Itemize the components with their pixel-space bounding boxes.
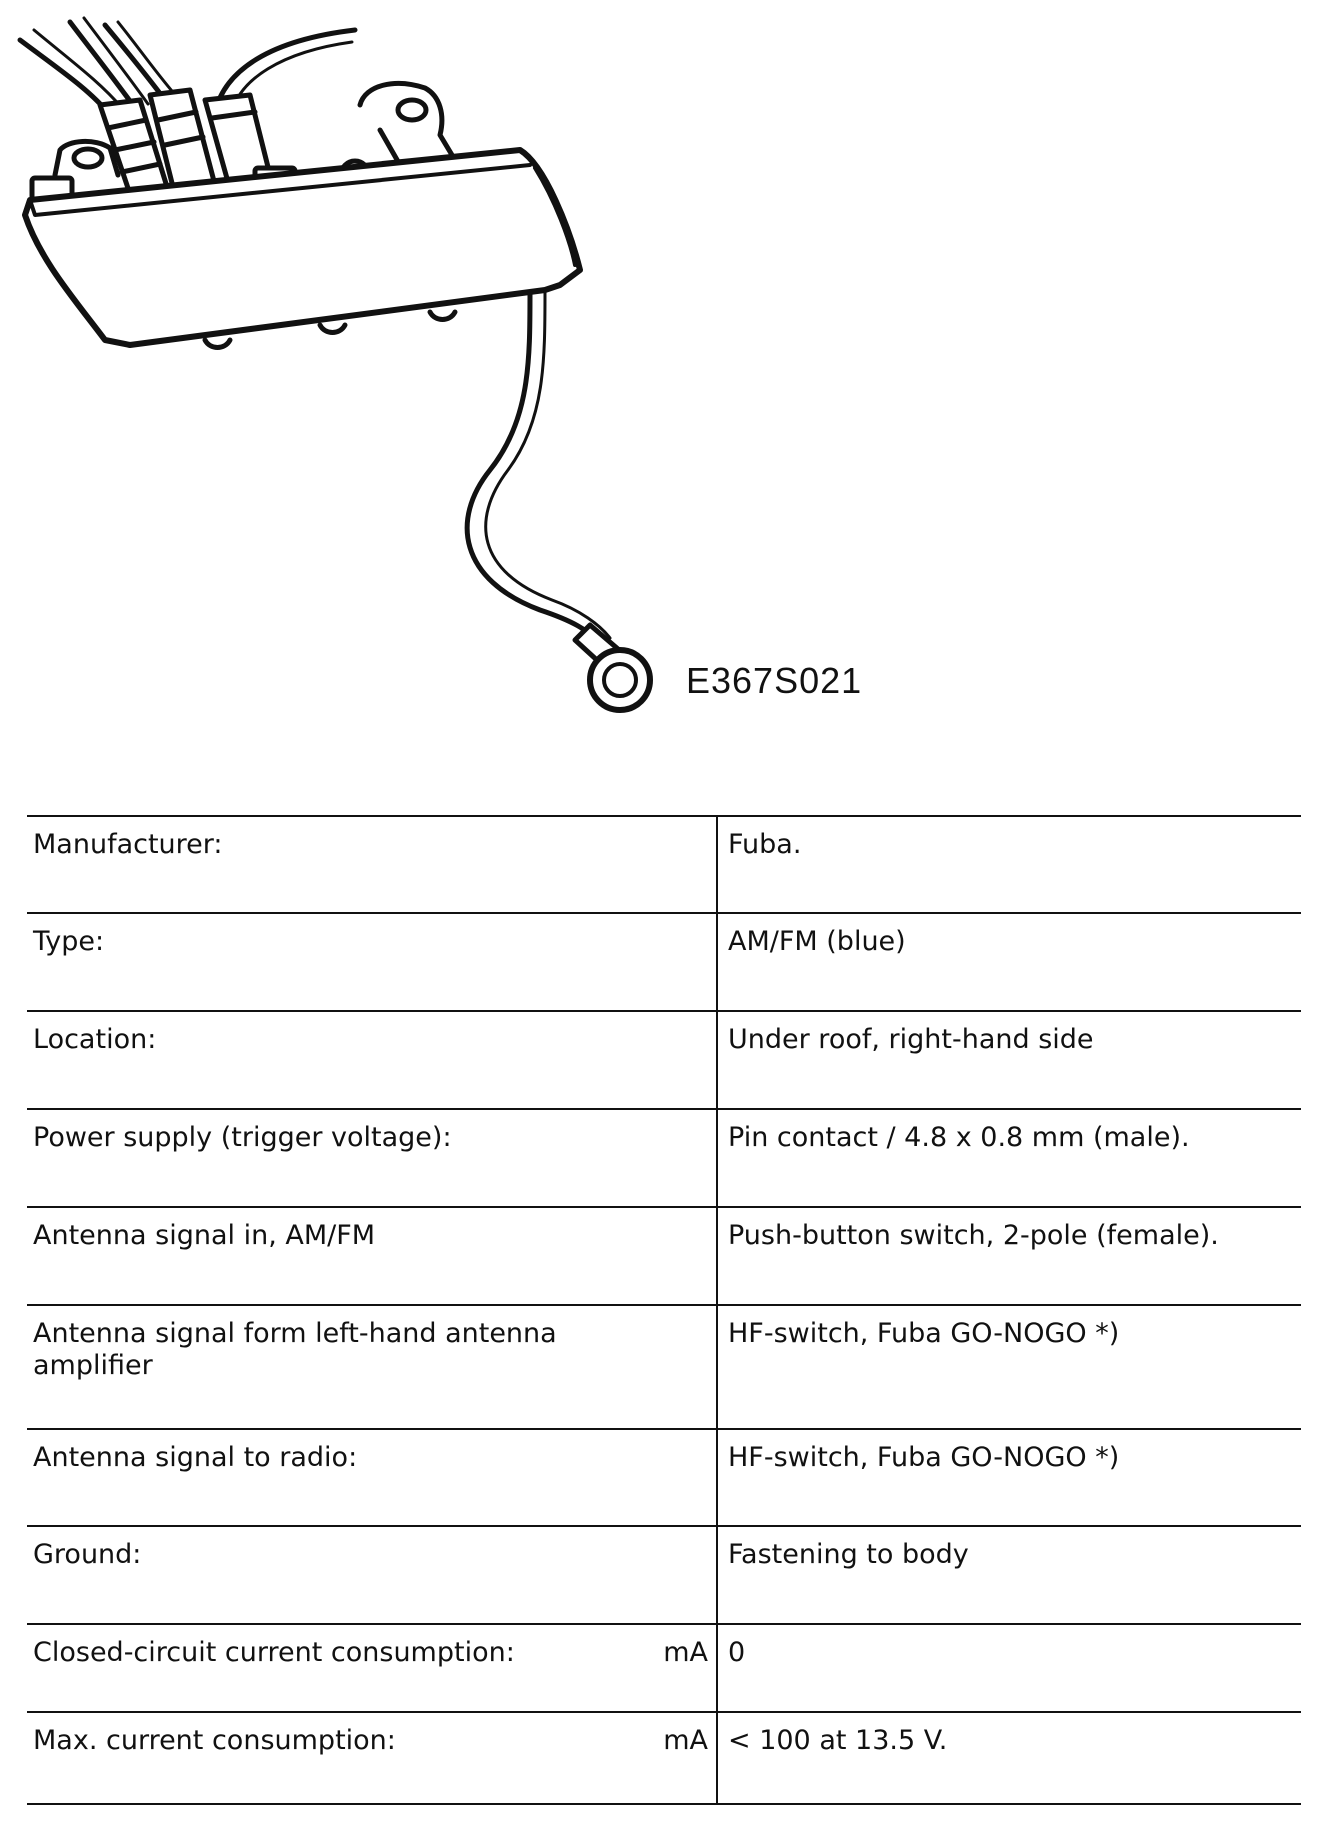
table-row [27, 1305, 1301, 1429]
spec-table [27, 815, 1301, 1805]
row-label: Type: [33, 926, 105, 957]
row-label: Manufacturer: [33, 829, 223, 860]
ring-terminal [590, 650, 650, 710]
row-value: Under roof, right-hand side [728, 1024, 1094, 1055]
housing [25, 150, 580, 345]
row-value: Fuba. [728, 829, 802, 860]
table-row [27, 1109, 1301, 1207]
cable-1 [20, 40, 110, 115]
right-tab [360, 83, 455, 165]
row-label-cell [27, 1207, 717, 1305]
table-row [27, 913, 1301, 1011]
row-label-cell [27, 1011, 717, 1109]
row-label: Ground: [33, 1539, 142, 1570]
row-value: HF-switch, Fuba GO-NOGO *) [728, 1442, 1120, 1473]
table-row [27, 1429, 1301, 1526]
row-unit [696, 1442, 708, 1474]
table-row [27, 1011, 1301, 1109]
figure-code: E367S021 [686, 660, 863, 701]
row-value: Fastening to body [728, 1539, 969, 1570]
table-row [27, 1526, 1301, 1624]
row-label: Power supply (trigger voltage): [33, 1122, 452, 1153]
row-unit [696, 1024, 708, 1056]
row-label-cell [27, 1109, 717, 1207]
row-label-cell [27, 1624, 717, 1712]
ground-lead-inner [486, 290, 610, 638]
row-label-cell [27, 816, 717, 913]
cable-3-inner [118, 22, 178, 98]
row-value: 0 [728, 1637, 746, 1668]
row-unit: mA [663, 1637, 708, 1668]
table-row [27, 1207, 1301, 1305]
row-label: Antenna signal in, AM/FM [33, 1220, 376, 1251]
row-unit [696, 926, 708, 958]
row-unit [696, 1122, 708, 1154]
row-value: AM/FM (blue) [728, 926, 906, 957]
row-label-cell [27, 913, 717, 1011]
row-label: Location: [33, 1024, 157, 1055]
row-label-cell [27, 1305, 717, 1429]
row-value: Pin contact / 4.8 x 0.8 mm (male). [728, 1122, 1190, 1153]
row-label-cell [27, 1712, 717, 1804]
table-row [27, 816, 1301, 913]
row-unit: mA [663, 1725, 708, 1756]
row-unit [696, 829, 708, 861]
table-row [27, 1712, 1301, 1804]
row-label-cell [27, 1429, 717, 1526]
row-unit [696, 1220, 708, 1252]
row-unit [696, 1318, 708, 1382]
row-value: < 100 at 13.5 V. [728, 1725, 948, 1756]
cable-2 [70, 22, 135, 108]
row-value: Push-button switch, 2-pole (female). [728, 1220, 1219, 1251]
row-label: Antenna signal form left-hand antenna amplifier [33, 1318, 557, 1381]
antenna-amplifier-illustration [0, 0, 1328, 760]
row-label: Antenna signal to radio: [33, 1442, 358, 1473]
row-label: Max. current consumption: [33, 1725, 396, 1756]
row-unit [696, 1539, 708, 1571]
row-label: Closed-circuit current consumption: [33, 1637, 515, 1668]
cable-2-inner [84, 18, 148, 104]
left-tab [55, 141, 118, 175]
cable-3 [105, 25, 165, 100]
table-row [27, 1624, 1301, 1712]
row-value: HF-switch, Fuba GO-NOGO *) [728, 1318, 1120, 1349]
row-label-cell [27, 1526, 717, 1624]
